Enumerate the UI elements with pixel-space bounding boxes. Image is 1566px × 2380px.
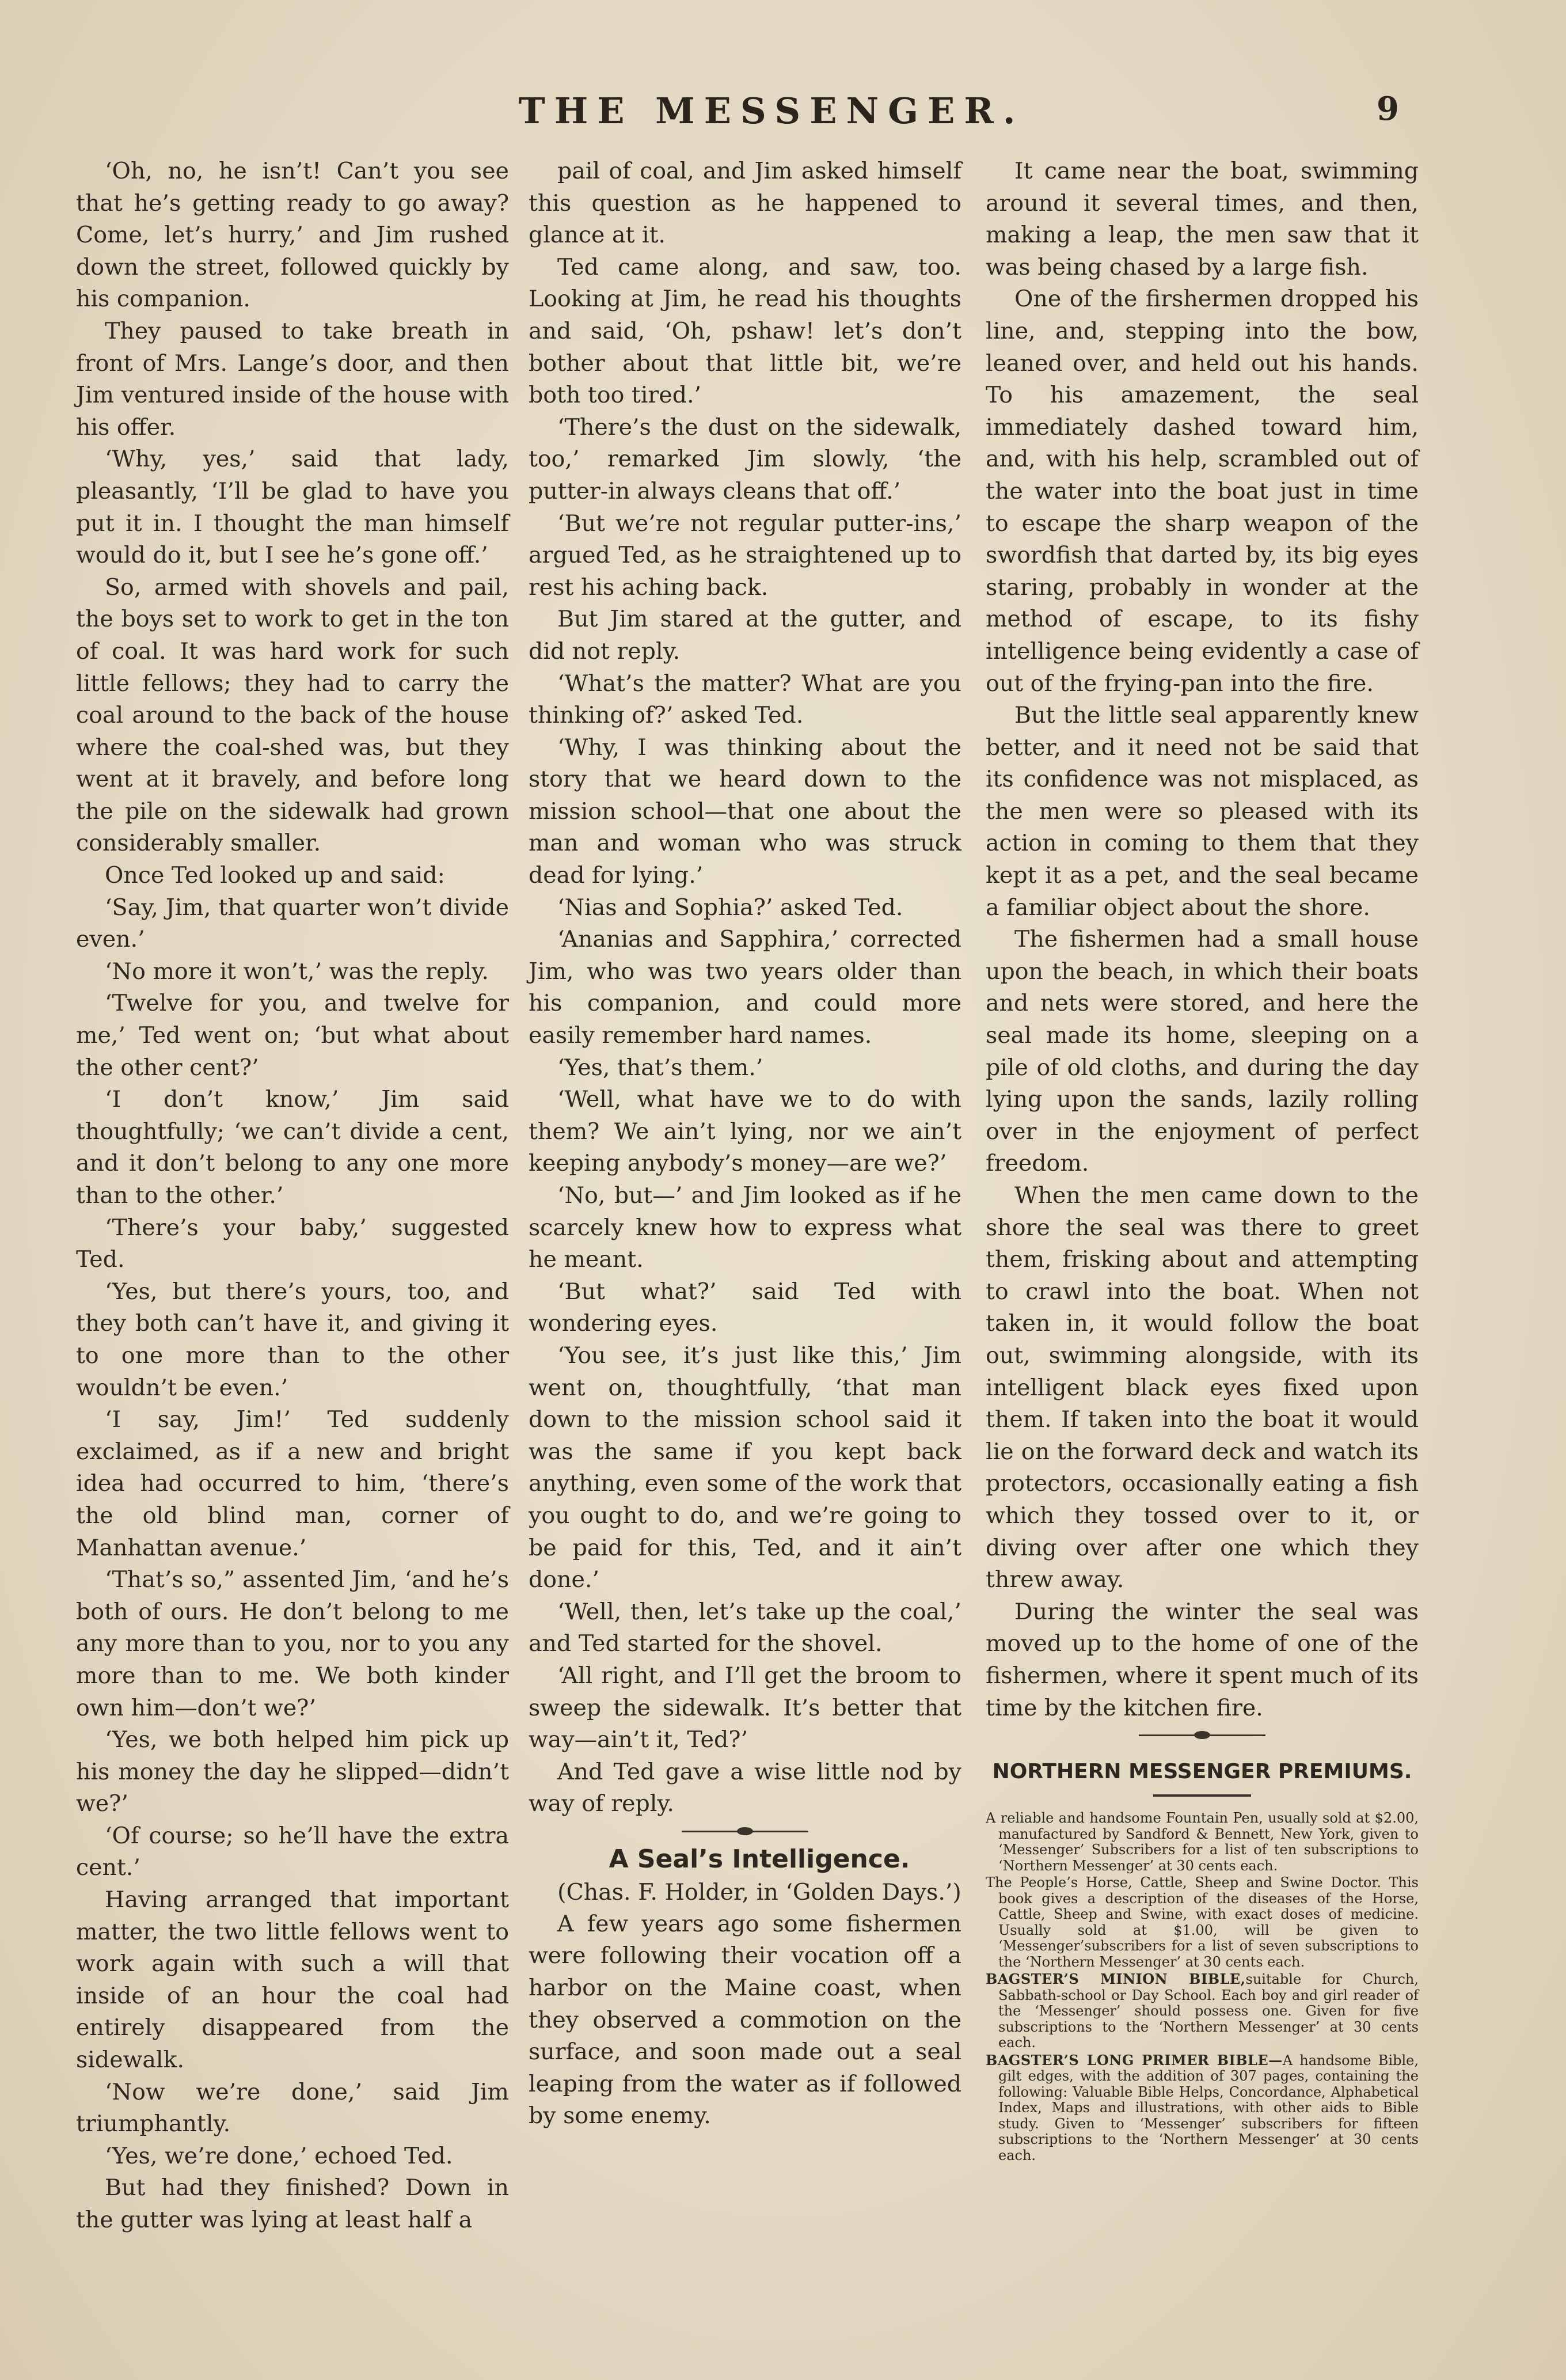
premium-item-text: A reliable and handsome Fountain Pen, usually sold at $2.00, manufactured by Sandford & Bennett, New York, given to ‘Messenger’ Subscribers for a list of ten subscriptions to ‘Northern Messenger’ at 30 cents each. xyxy=(986,1810,1419,1874)
paragraph: ‘Yes, we both helped him pick up his money the day he slipped—didn’t we?’ xyxy=(76,1726,509,1817)
paragraph: ‘I say, Jim!’ Ted suddenly exclaimed, as if a new and bright idea had occurred to him, ‘there’s the old blind man, corner of Manhattan avenue.’ xyxy=(76,1406,509,1561)
paragraph: ‘Yes, that’s them.’ xyxy=(557,1054,763,1081)
paragraph: ‘Yes, but there’s yours, too, and they both can’t have it, and giving it to one more than to the other wouldn’t be even.’ xyxy=(76,1278,509,1401)
paragraph: ‘Oh, no, he isn’t! Can’t you see that he’s getting ready to go away? Come, let’s hurry,’ and Jim rushed down the street, followed quickly by his companion. xyxy=(76,158,509,313)
paragraph: But Jim stared at the gutter, and did not reply. xyxy=(529,606,961,665)
premium-item xyxy=(986,1875,1419,1970)
column-2 xyxy=(529,155,961,2132)
premiums-heading: NORTHERN MESSENGER PREMIUMS. xyxy=(992,1760,1412,1784)
article-title: A Seal’s Intelligence. xyxy=(609,1844,910,1874)
paragraph: ‘Well, then, let’s take up the coal,’ and Ted started for the shovel. xyxy=(529,1598,961,1657)
masthead xyxy=(0,86,1566,138)
premium-item-text: suitable for Church, Sabbath-school or Day School. Each boy and girl reader of the ‘Messenger’ should possess one. Given for five subscriptions to the ‘Northern Messenger’ at 30 cents each. xyxy=(998,1971,1419,2051)
paragraph: One of the firshermen dropped his line, and, stepping into the bow, leaned over, and held out his hands. To his amazement, the seal immediately dashed toward him, and, with his help, scrambled out of the water into the boat just in time to escape the sharp weapon of the swordfish that darted by, its big eyes staring, probably in wonder at the method of escape, to its fishy intelligence being evidently a case of out of the frying-pan into the fire. xyxy=(986,286,1419,697)
paragraph: Ted came along, and saw, too. Looking at Jim, he read his thoughts and said, ‘Oh, pshaw! let’s don’t bother about that little bit, we’re both too tired.’ xyxy=(529,253,961,409)
paragraph: And Ted gave a wise little nod by way of reply. xyxy=(529,1758,961,1817)
paragraph: ‘There’s the dust on the sidewalk, too,’ remarked Jim slowly, ‘the putter-in always cleans that off.’ xyxy=(529,413,961,504)
article-body xyxy=(529,1908,961,2132)
paragraph: ‘Nias and Sophia?’ asked Ted. xyxy=(557,894,903,921)
paragraph: Once Ted looked up and said: xyxy=(105,862,445,889)
paragraph: ‘Now we’re done,’ said Jim triumphantly. xyxy=(76,2078,509,2138)
premium-item xyxy=(986,1810,1419,1874)
article-byline: (Chas. F. Holder, in ‘Golden Days.’) xyxy=(557,1878,961,1905)
premium-item-text: A handsome Bible, gilt edges, with the addition of 307 pages, containing the following: Valuable Bible Helps, Concordance, Alphabetical Index, Maps and illustrations, with other aids to Bible study. Given to ‘Messenger’ subscribers for fifteen subscriptions to the ‘Northern Messenger’ at 30 cents each. xyxy=(998,2052,1419,2163)
paragraph: ‘Ananias and Sapphira,’ corrected Jim, who was two years older than his companion, and could more easily remember hard names. xyxy=(529,926,961,1049)
paragraph: ‘But we’re not regular putter-ins,’ argued Ted, as he straightened up to rest his aching back. xyxy=(529,510,961,601)
paragraph: ‘Why, I was thinking about the story that we heard down to the mission school—that one about the man and woman who was struck dead for lying.’ xyxy=(529,734,961,889)
paragraph: pail of coal, and Jim asked himself this question as he happened to glance at it. xyxy=(529,158,961,249)
page-title: THE MESSENGER. xyxy=(518,90,1025,132)
section-separator xyxy=(1139,1728,1265,1743)
paragraph: They paused to take breath in front of Mrs. Lange’s door, and then Jim ventured inside of the house with his offer. xyxy=(76,317,509,441)
premium-item xyxy=(986,2052,1419,2164)
paragraph: ‘Say, Jim, that quarter won’t divide even.’ xyxy=(76,894,509,953)
premium-item xyxy=(986,1971,1419,2051)
paragraph: ‘Why, yes,’ said that lady, pleasantly, ‘I’ll be glad to have you put it in. I thought the man himself would do it, but I see he’s gone off.’ xyxy=(76,446,509,569)
article-continuation xyxy=(986,155,1419,1724)
paragraph: It came near the boat, swimming around it several times, and then, making a leap, the men saw that it was being chased by a large fish. xyxy=(986,158,1419,280)
paragraph: But the little seal apparently knew better, and it need not be said that its confidence was not misplaced, as the men were so pleased with its action in coming to them that they kept it as a pet, and the seal became a familiar object about the shore. xyxy=(986,702,1419,921)
paragraph: ‘Yes, we’re done,’ echoed Ted. xyxy=(105,2142,453,2169)
column-3 xyxy=(986,155,1419,2165)
premium-item-text: The People’s Horse, Cattle, Sheep and Swine Doctor. This book gives a description of the diseases of the Horse, Cattle, Sheep and Swine, with exact doses of medicine. Usually sold at $1.00, will be given to ‘Messenger’subscribers for a list of seven subscriptions to the ‘Northern Messenger’ at 30 cents each. xyxy=(986,1874,1419,1970)
paragraph: When the men came down to the shore the seal was there to greet them, frisking about and attempting to crawl into the boat. When not taken in, it would follow the boat out, swimming alongside, with its intelligent black eyes fixed upon them. If taken into the boat it would lie on the forward deck and watch its protectors, occasionally eating a fish which they tossed over to it, or diving over after one which they threw away. xyxy=(986,1182,1419,1593)
paragraph: ‘That’s so,” assented Jim, ‘and he’s both of ours. He don’t belong to me any more than to you, nor to you any more than to me. We both kinder own him—don’t we?’ xyxy=(76,1566,509,1721)
page-number: 9 xyxy=(1377,90,1399,128)
paragraph: So, armed with shovels and pail, the boys set to work to get in the ton of coal. It was hard work for such little fellows; they had to carry the coal around to the back of the house where the coal-shed was, but they went at it bravely, and before long the pile on the sidewalk had grown considerably smaller. xyxy=(76,574,509,857)
paragraph: During the winter the seal was moved up to the home of one of the fishermen, where it spent much of its time by the kitchen fire. xyxy=(986,1598,1419,1721)
premium-item-head: BAGSTER’S MINION BIBLE, xyxy=(986,1971,1246,1988)
paragraph: ‘Twelve for you, and twelve for me,’ Ted went on; ‘but what about the other cent?’ xyxy=(76,990,509,1081)
paragraph: ‘What’s the matter? What are you thinking of?’ asked Ted. xyxy=(529,670,961,729)
premiums-list xyxy=(986,1810,1419,2163)
paragraph: ‘No, but—’ and Jim looked as if he scarcely knew how to express what he meant. xyxy=(529,1182,961,1273)
paragraph: Having arranged that important matter, the two little fellows went to work again with such a will that inside of an hour the coal had entirely disappeared from the sidewalk. xyxy=(76,1886,509,2074)
paragraph: ‘I don’t know,’ Jim said thoughtfully; ‘we can’t divide a cent, and it don’t belong to any one more than to the other.’ xyxy=(76,1086,509,1209)
paragraph: The fishermen had a small house upon the beach, in which their boats and nets were stored, and here the seal made its home, sleeping on a pile of old cloths, and during the day lying upon the sands, lazily rolling over in the enjoyment of perfect freedom. xyxy=(986,926,1419,1177)
paragraph: ‘Of course; so he’ll have the extra cent.’ xyxy=(76,1822,509,1881)
column-1 xyxy=(76,155,509,2237)
article-separator xyxy=(682,1824,808,1839)
paragraph: ‘No more it won’t,’ was the reply. xyxy=(105,958,489,985)
paragraph: But had they finished? Down in the gutter was lying at least half a xyxy=(76,2174,509,2233)
story-continuation xyxy=(529,155,961,1820)
paragraph: ‘You see, it’s just like this,’ Jim went on, thoughtfully, ‘that man down to the mission school said it was the same if you kept back anything, even some of the work that you ought to do, and we’re going to be paid for this, Ted, and it ain’t done.’ xyxy=(529,1342,961,1593)
paragraph: ‘All right, and I’ll get the broom to sweep the sidewalk. It’s better that way—ain’t it, Ted?’ xyxy=(529,1662,961,1753)
premiums-rule xyxy=(1153,1794,1251,1797)
paragraph: ‘Well, what have we to do with them? We ain’t lying, nor we ain’t keeping anybody’s money—are we?’ xyxy=(529,1086,961,1177)
paragraph: A few years ago some fishermen were following their vocation off a harbor on the Maine coast, when they observed a commotion on the surface, and soon made out a seal leaping from the water as if followed by some enemy. xyxy=(529,1910,961,2130)
premium-item-head: BAGSTER’S LONG PRIMER BIBLE— xyxy=(986,2051,1283,2068)
paragraph: ‘There’s your baby,’ suggested Ted. xyxy=(76,1214,509,1273)
paragraph: ‘But what?’ said Ted with wondering eyes. xyxy=(529,1278,961,1337)
